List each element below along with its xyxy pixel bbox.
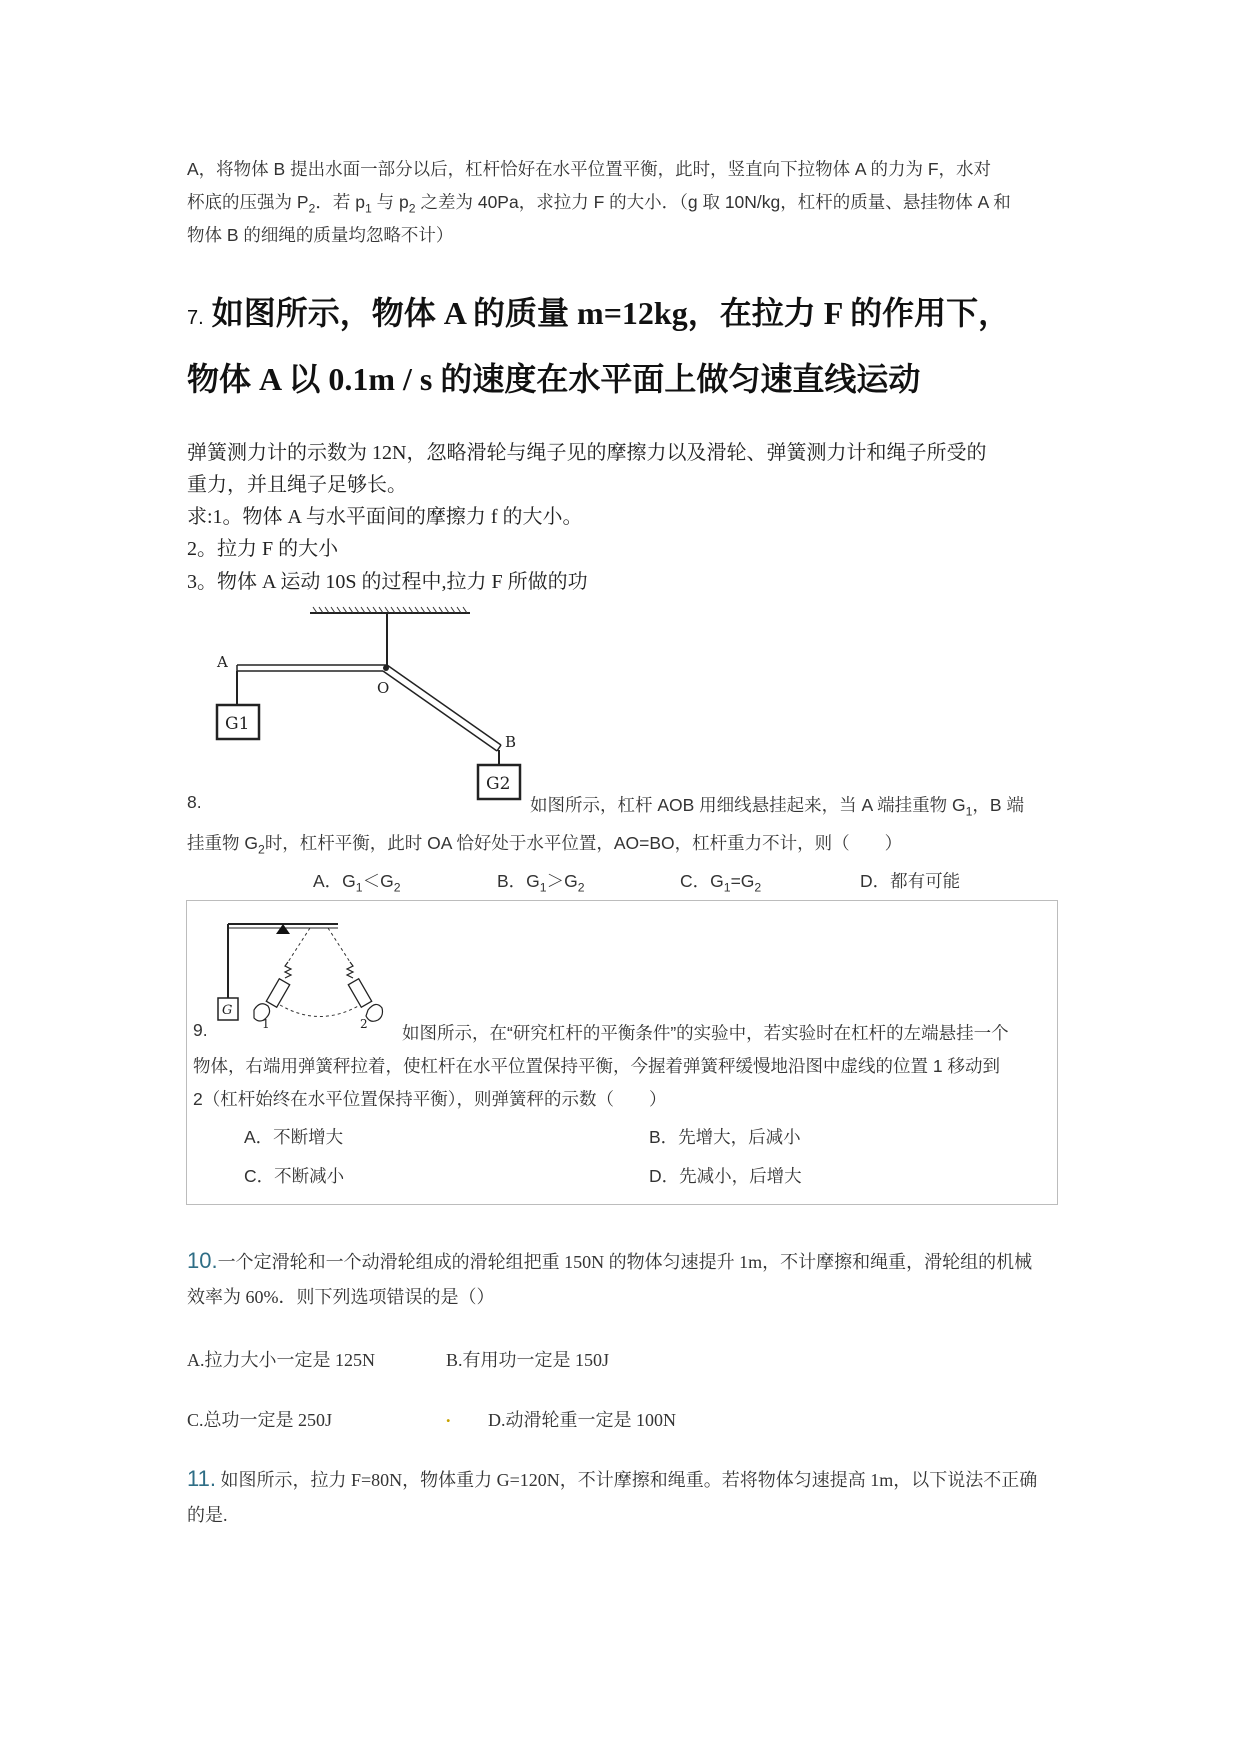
q10-number: 10. [187, 1248, 218, 1273]
q6-line2: 杯底的压强为 $P_2$．若 $p_1$ 与 $p_2$ 之差为 40Pa，求拉力 F 的大小．（g 取 10N/kg，杠杆的质量、悬挂物体 A 和 [187, 192, 1011, 216]
q8-option-a: A．$G_1<G_2$ [313, 871, 401, 895]
label-g: G [222, 1003, 233, 1018]
q8-option-c: C．$G_1=G_2$ [680, 871, 762, 895]
string-position-1 [288, 928, 310, 962]
pivot-point-o [383, 665, 389, 671]
q10-text-line1: 10.一个定滑轮和一个动滑轮组成的滑轮组把重 150N 的物体匀速提升 1m，不计摩擦和绳重，滑轮组的机械 [187, 1248, 1033, 1273]
hand-2 [366, 1004, 383, 1021]
q10-option-d: D.动滑轮重一定是 100N [488, 1410, 676, 1430]
q7-heading-line1: 7. 如图所示，物体 A 的质量 m=12kg，在拉力 F 的作用下， [187, 295, 1011, 331]
q9-option-b: B．先增大，后减小 [649, 1127, 801, 1147]
label-2: 2 [360, 1017, 368, 1031]
q10-option-b: B.有用功一定是 150J [446, 1350, 610, 1370]
q7-body-line2: 重力，并且绳子足够长。 [187, 474, 407, 496]
lever-arm-ob [387, 665, 501, 745]
q8-text-line1: 如图所示，杠杆 AOB 用细线悬挂起来，当 A 端挂重物 $G_1$，B 端 [530, 795, 1024, 819]
q7-body-line1: 弹簧测力计的示数为 12N，忽略滑轮与绳子见的摩擦力以及滑轮、弹簧测力计和绳子所受的 [187, 442, 987, 464]
q9-text-line1: 如图所示，在“研究杠杆的平衡条件”的实验中，若实验时在杠杆的左端悬挂一个 [402, 1023, 1009, 1043]
label-o: O [377, 679, 390, 697]
q7-heading-line2: 物体 A 以 0.1m / s 的速度在水平面上做匀速直线运动 [187, 361, 921, 397]
label-g2: G2 [486, 774, 511, 794]
q6-line1: A，将物体 B 提出水面一部分以后，杠杆恰好在水平位置平衡，此时，竖直向下拉物体 A 的力为 F，水对 [187, 159, 992, 179]
q9-option-a: A．不断增大 [244, 1127, 344, 1147]
q8-option-b: B．$G_1>G_2$ [497, 871, 585, 895]
q7-ask2: 2。拉力 F 的大小 [187, 538, 339, 560]
q9-number: 9. [193, 1020, 208, 1040]
q10-dot: . [446, 1406, 451, 1426]
q7-number: 7. [187, 307, 204, 329]
q6-line3: 物体 B 的细绳的质量均忽略不计） [187, 225, 454, 245]
q9-text-line2: 物体，右端用弹簧秤拉着，使杠杆在水平位置保持平衡，今握着弹簧秤缓慢地沿图中虚线的位置 1 移动到 [193, 1056, 1000, 1076]
movement-arc [280, 1005, 360, 1017]
string-position-2 [328, 928, 350, 962]
label-a: A [217, 653, 228, 671]
q7-ask1: 求:1。物体 A 与水平面间的摩擦力 f 的大小。 [187, 506, 583, 528]
q8-number: 8. [187, 792, 202, 812]
q8-option-d: D．都有可能 [860, 871, 961, 891]
q10-option-a: A.拉力大小一定是 125N [187, 1350, 375, 1370]
spring-2 [347, 962, 353, 978]
q9-option-c: C．不断减小 [244, 1166, 345, 1186]
q9-option-d: D．先减小，后增大 [649, 1166, 802, 1186]
q8-lever-figure [205, 605, 535, 805]
fulcrum [276, 924, 290, 934]
q9-lever-figure [210, 910, 410, 1035]
q8-text-line2: 挂重物 $G_2$时，杠杆平衡，此时 OA 恰好处于水平位置，AO=BO，杠杆重力不计，则（ ） [187, 833, 903, 857]
spring-scale-1 [266, 979, 289, 1008]
label-b: B [505, 733, 517, 751]
q11-text-line1: 11. 如图所示，拉力 F=80N，物体重力 G=120N，不计摩擦和绳重。若将物体匀速提高 1m，以下说法不正确 [187, 1466, 1038, 1491]
q10-text-line2: 效率为 60%．则下列选项错误的是（） [187, 1287, 495, 1307]
label-1: 1 [262, 1017, 270, 1031]
label-g1: G1 [225, 714, 250, 734]
q7-ask3: 3。物体 A 运动 10S 的过程中,拉力 F 所做的功 [187, 571, 588, 593]
spring-scale-2 [348, 979, 371, 1008]
q9-text-line3: 2（杠杆始终在水平位置保持平衡），则弹簧秤的示数（ ） [193, 1089, 667, 1109]
q11-text-line2: 的是. [187, 1505, 228, 1525]
q10-option-c: C.总功一定是 250J [187, 1410, 333, 1430]
spring-1 [285, 962, 291, 978]
q11-number: 11. [187, 1466, 216, 1491]
